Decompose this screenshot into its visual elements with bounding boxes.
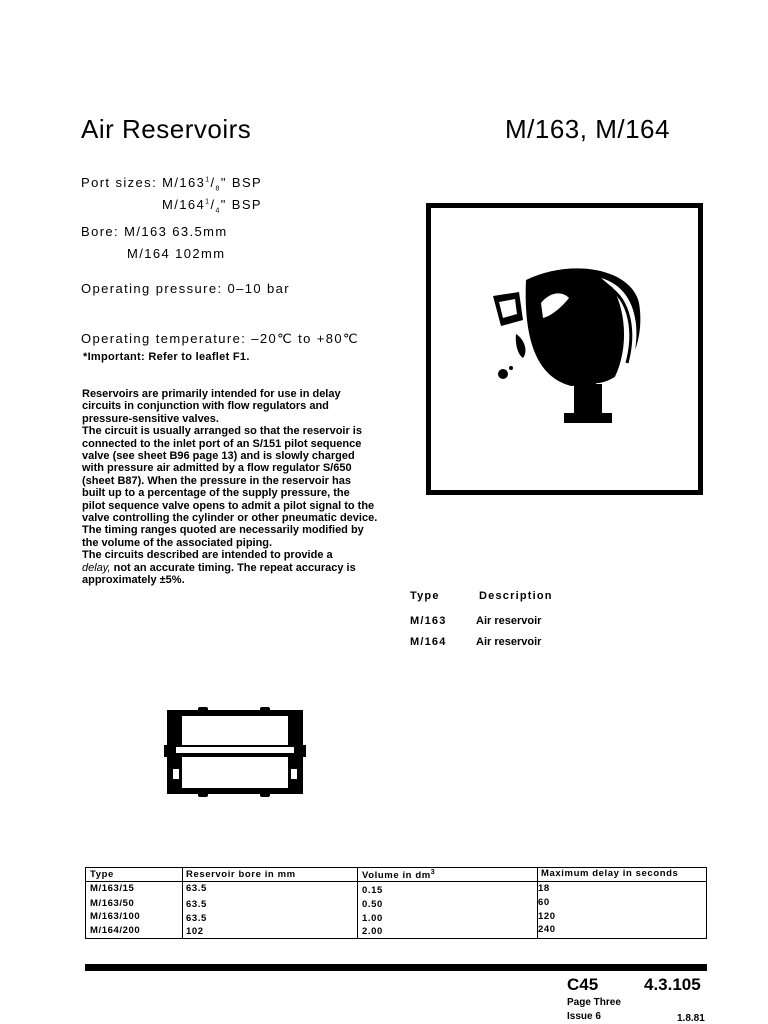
description-line: The circuits described are intended to provide a bbox=[82, 549, 333, 562]
table-cell-volume: 0.15 bbox=[362, 885, 383, 896]
footer-issue: Issue 6 bbox=[567, 1011, 601, 1022]
reservoir-table bbox=[85, 867, 707, 939]
model-numbers: M/163, M/164 bbox=[505, 114, 670, 144]
page-title: Air Reservoirs bbox=[81, 114, 252, 144]
type-list-row-description: Air reservoir bbox=[476, 615, 542, 627]
table-cell-bore: 63.5 bbox=[186, 899, 207, 910]
table-cell-type: M/163/100 bbox=[90, 911, 141, 922]
table-cell-bore: 63.5 bbox=[186, 883, 207, 894]
table-cell-volume: 1.00 bbox=[362, 913, 383, 924]
description-line: The timing ranges quoted are necessarily modified by bbox=[82, 524, 364, 537]
footer-code: C45 bbox=[567, 975, 599, 994]
type-list-header-type: Type bbox=[410, 590, 440, 602]
description-line: pressure-sensitive valves. bbox=[82, 412, 219, 425]
product-photo-frame bbox=[426, 203, 703, 495]
table-cell-volume: 0.50 bbox=[362, 899, 383, 910]
footer-rule bbox=[85, 964, 707, 971]
description-line: built up to a percentage of the supply pressure, the bbox=[82, 487, 350, 500]
footer-number: 4.3.105 bbox=[644, 975, 701, 994]
table-header-type: Type bbox=[90, 869, 114, 880]
table-cell-delay: 60 bbox=[538, 897, 550, 908]
bore-m163: Bore: M/163 63.5mm bbox=[81, 224, 228, 239]
description-paragraph bbox=[82, 388, 380, 587]
reservoir-photo bbox=[431, 208, 698, 490]
footer-date: 1.8.81 bbox=[677, 1013, 705, 1024]
footer-page: Page Three bbox=[567, 997, 621, 1008]
description-line: The circuit is usually arranged so that the reservoir is bbox=[82, 425, 362, 438]
table-cell-bore: 63.5 bbox=[186, 913, 207, 924]
description-line: Reservoirs are primarily intended for use in delay bbox=[82, 388, 341, 400]
description-line: valve (see sheet B96 page 13) and is slowly charged bbox=[82, 450, 355, 463]
type-list-row-type: M/163 bbox=[410, 615, 447, 627]
important-note: *Important: Refer to leaflet F1. bbox=[83, 351, 250, 363]
port-sizes-m164: $M/164^1/_4$" BSP bbox=[162, 197, 262, 215]
type-list-row-type: M/164 bbox=[410, 636, 447, 648]
reservoir-drawing bbox=[160, 705, 310, 800]
operating-temperature: Operating temperature: –20℃ to +80℃ bbox=[81, 331, 360, 346]
description-line: valve controlling the cylinder or other pneumatic device. bbox=[82, 512, 378, 525]
description-line: (sheet B87). When the pressure in the reservoir has bbox=[82, 474, 351, 487]
description-line: the volume of the associated piping. bbox=[82, 536, 273, 549]
table-divider bbox=[182, 868, 183, 938]
description-line: delay, not an accurate timing. The repeat accuracy is bbox=[82, 561, 356, 574]
table-header-bore: Reservoir bore in mm bbox=[186, 869, 296, 880]
port-sizes-m163: Port sizes: $M/163^1/_8$" BSP bbox=[81, 175, 263, 193]
type-list-header-description: Description bbox=[479, 590, 553, 602]
table-cell-volume: 2.00 bbox=[362, 926, 383, 937]
table-cell-type: M/164/200 bbox=[90, 925, 141, 936]
table-header-delay: Maximum delay in seconds bbox=[541, 868, 679, 879]
description-line: approximately ±5%. bbox=[82, 574, 185, 587]
table-header-volume: Volume in $dm^3$ bbox=[362, 869, 436, 882]
type-list-row-description: Air reservoir bbox=[476, 636, 542, 648]
table-divider bbox=[357, 868, 358, 938]
description-line: connected to the inlet port of an S/151 pilot sequence bbox=[82, 437, 362, 450]
bore-m164: M/164 102mm bbox=[127, 246, 226, 261]
description-line: with pressure air admitted by a flow regulator S/650 bbox=[82, 462, 352, 475]
table-cell-bore: 102 bbox=[186, 926, 204, 937]
table-cell-delay: 240 bbox=[538, 924, 556, 935]
table-cell-delay: 18 bbox=[538, 883, 550, 894]
description-line: pilot sequence valve opens to admit a pilot signal to the bbox=[82, 499, 375, 512]
description-line: circuits in conjunction with flow regulators and bbox=[82, 400, 329, 413]
table-cell-type: M/163/50 bbox=[90, 898, 135, 909]
table-cell-type: M/163/15 bbox=[90, 883, 135, 894]
table-cell-delay: 120 bbox=[538, 911, 556, 922]
operating-pressure: Operating pressure: 0–10 bar bbox=[81, 281, 291, 296]
